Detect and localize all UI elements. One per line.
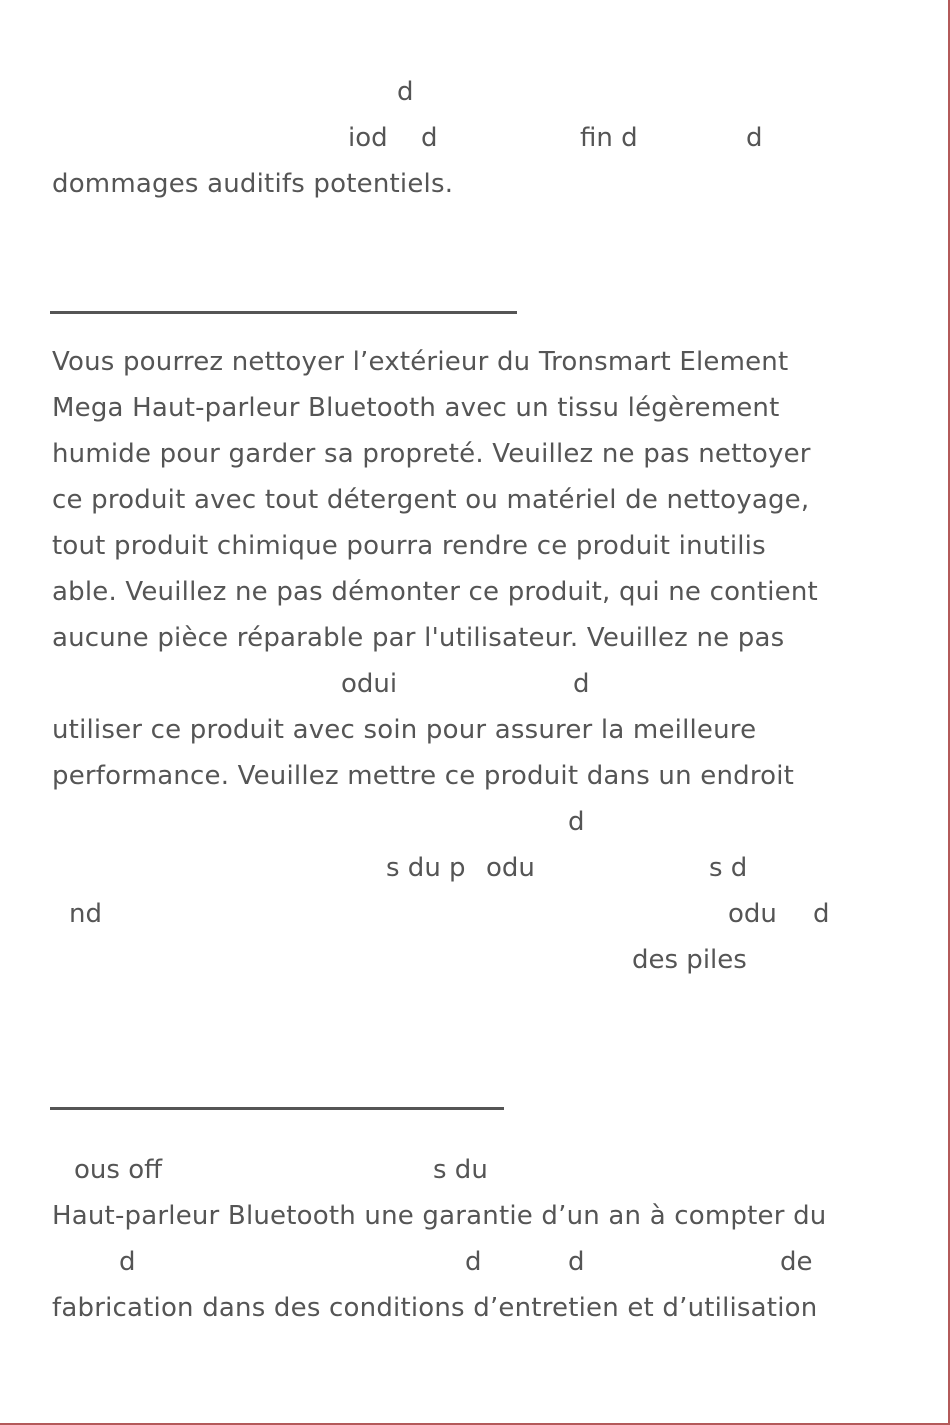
- text-fragment: d: [813, 899, 830, 929]
- body-text-line: Haut-parleur Bluetooth une garantie d’un an à compter du: [52, 1201, 827, 1231]
- body-text-line: Mega Haut-parleur Bluetooth avec un tissu légèrement: [52, 393, 780, 423]
- text-fragment: d: [465, 1247, 482, 1277]
- text-fragment: d: [573, 669, 590, 699]
- body-text-line: ce produit avec tout détergent ou matériel de nettoyage,: [52, 485, 810, 515]
- text-fragment: d: [421, 123, 438, 153]
- body-text-line: performance. Veuillez mettre ce produit dans un endroit: [52, 761, 795, 791]
- text-fragment: d: [746, 123, 763, 153]
- text-fragment: de: [780, 1247, 813, 1277]
- text-fragment: fin d: [580, 123, 638, 153]
- text-fragment: odu: [728, 899, 777, 929]
- body-text-line: tout produit chimique pourra rendre ce produit inutilis: [52, 531, 766, 561]
- text-fragment: des piles: [632, 945, 747, 975]
- body-text-line: dommages auditifs potentiels.: [52, 169, 454, 199]
- text-fragment: nd: [69, 899, 102, 929]
- body-text-line: humide pour garder sa propreté. Veuillez ne pas nettoyer: [52, 439, 811, 469]
- body-text-line: Vous pourrez nettoyer l’extérieur du Tronsmart Element: [52, 347, 789, 377]
- text-fragment: odu: [486, 853, 535, 883]
- text-fragment: s du p: [386, 853, 466, 883]
- text-fragment: ous off: [74, 1155, 163, 1185]
- text-fragment: d: [119, 1247, 136, 1277]
- body-text-line: utiliser ce produit avec soin pour assurer la meilleure: [52, 715, 757, 745]
- body-text-line: fabrication dans des conditions d’entretien et d’utilisation: [52, 1293, 818, 1323]
- text-fragment: odui: [341, 669, 398, 699]
- section-heading-rule: [50, 311, 517, 314]
- body-text-line: aucune pièce réparable par l'utilisateur. Veuillez ne pas: [52, 623, 785, 653]
- text-fragment: iod: [348, 123, 388, 153]
- section-heading-rule: [50, 1107, 504, 1110]
- text-fragment: s d: [709, 853, 748, 883]
- body-text-line: able. Veuillez ne pas démonter ce produit, qui ne contient: [52, 577, 818, 607]
- text-fragment: s du: [433, 1155, 488, 1185]
- text-fragment: d: [397, 77, 414, 107]
- text-fragment: d: [568, 807, 585, 837]
- text-fragment: d: [568, 1247, 585, 1277]
